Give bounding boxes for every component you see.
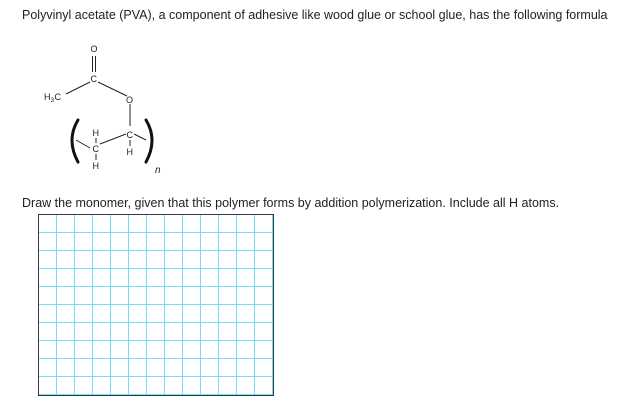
drawing-canvas-grid[interactable] <box>38 214 274 396</box>
left-carbon-h-top-label: H <box>92 128 99 138</box>
question-instruction-text: Draw the monomer, given that this polymer forms by addition polymerization. Include all H atoms. <box>22 196 560 210</box>
right-carbon-h-bottom-label: H <box>126 147 133 157</box>
left-carbon-label: C <box>92 144 99 154</box>
right-carbon-label: C <box>126 130 133 140</box>
carbonyl-oxygen-label: O <box>90 44 98 54</box>
ester-oxygen-label: O <box>126 95 134 105</box>
methyl-h-label: H <box>44 92 51 102</box>
carbonyl-ester-oxygen-bond <box>98 82 127 96</box>
pva-structure-diagram <box>30 34 170 184</box>
methyl-c-label: C <box>54 92 61 102</box>
repeat-unit-n-label: n <box>155 165 161 176</box>
methyl-subscript-label: 3 <box>50 97 55 104</box>
right-repeat-bracket <box>146 120 152 162</box>
right-chain-bond <box>134 134 146 140</box>
bond-group <box>66 56 146 160</box>
question-intro-text: Polyvinyl acetate (PVA), a component of adhesive like wood glue or school glue, has the following formula <box>22 8 608 22</box>
left-carbon-h-bottom-label: H <box>92 161 99 171</box>
left-chain-bond <box>76 140 90 148</box>
carbonyl-carbon-label: C <box>90 74 97 84</box>
backbone-carbon-bond <box>100 134 126 144</box>
methyl-carbonyl-bond <box>66 82 90 94</box>
